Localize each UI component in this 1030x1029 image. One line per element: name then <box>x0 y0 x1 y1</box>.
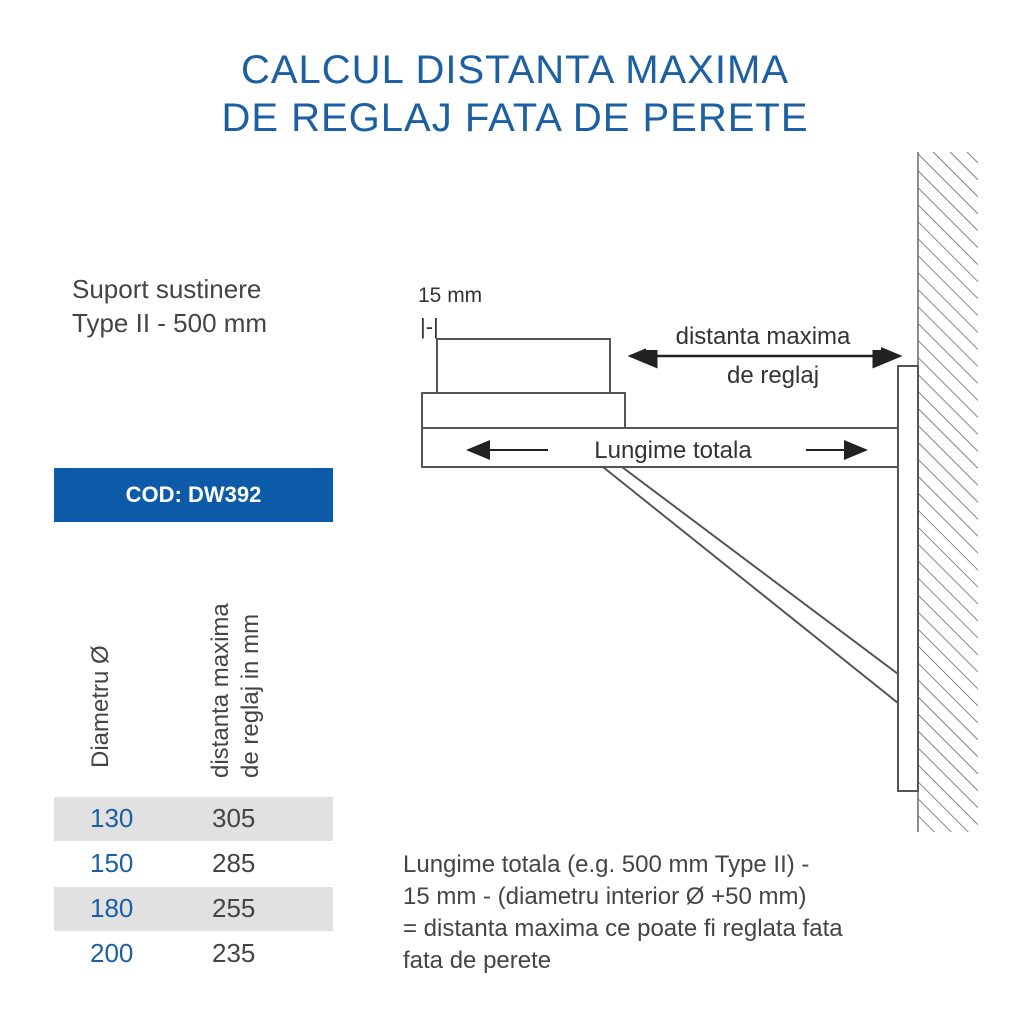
diagonal-brace <box>603 467 898 703</box>
clamp-base <box>422 393 625 428</box>
support-line-1: Suport sustinere <box>72 274 262 304</box>
mounting-plate <box>898 366 918 791</box>
row-diameter: 150 <box>90 848 134 878</box>
wall <box>918 152 978 832</box>
formula-line-1: Lungime totala (e.g. 500 mm Type II) - <box>403 851 810 878</box>
max-distance-label-line-2: de reglaj <box>726 362 820 389</box>
formula-line-3: = distanta maxima ce poate fi reglata fata <box>403 915 843 942</box>
formula-line-2: 15 mm - (diametru interior Ø +50 mm) <box>403 883 807 910</box>
total-length-label: Lungime totala <box>594 437 752 464</box>
row-diameter: 200 <box>90 938 134 968</box>
formula-line-4: fata de perete <box>403 947 552 974</box>
row-distance: 285 <box>212 848 256 878</box>
row-distance: 235 <box>212 938 256 968</box>
gap-symbol: |-| <box>420 314 439 339</box>
formula-text <box>403 849 843 977</box>
row-distance: 305 <box>212 803 256 833</box>
distance-header-line-1: distanta maxima <box>207 603 234 778</box>
title-line-1: CALCUL DISTANTA MAXIMA <box>240 48 789 92</box>
max-distance-label-line-1: distanta maxima <box>675 323 851 350</box>
support-line-2: Type II - 500 mm <box>72 308 268 338</box>
distance-header-line-2: de reglaj in mm <box>237 613 264 778</box>
clamp-top <box>437 339 610 393</box>
diameter-header: Diametru Ø <box>87 645 114 768</box>
title-line-2: DE REGLAJ FATA DE PERETE <box>221 96 809 140</box>
row-diameter: 180 <box>90 893 134 923</box>
row-diameter: 130 <box>90 803 134 833</box>
product-code: COD: DW392 <box>125 482 262 507</box>
row-distance: 255 <box>212 893 256 923</box>
gap-label: 15 mm <box>418 284 483 307</box>
